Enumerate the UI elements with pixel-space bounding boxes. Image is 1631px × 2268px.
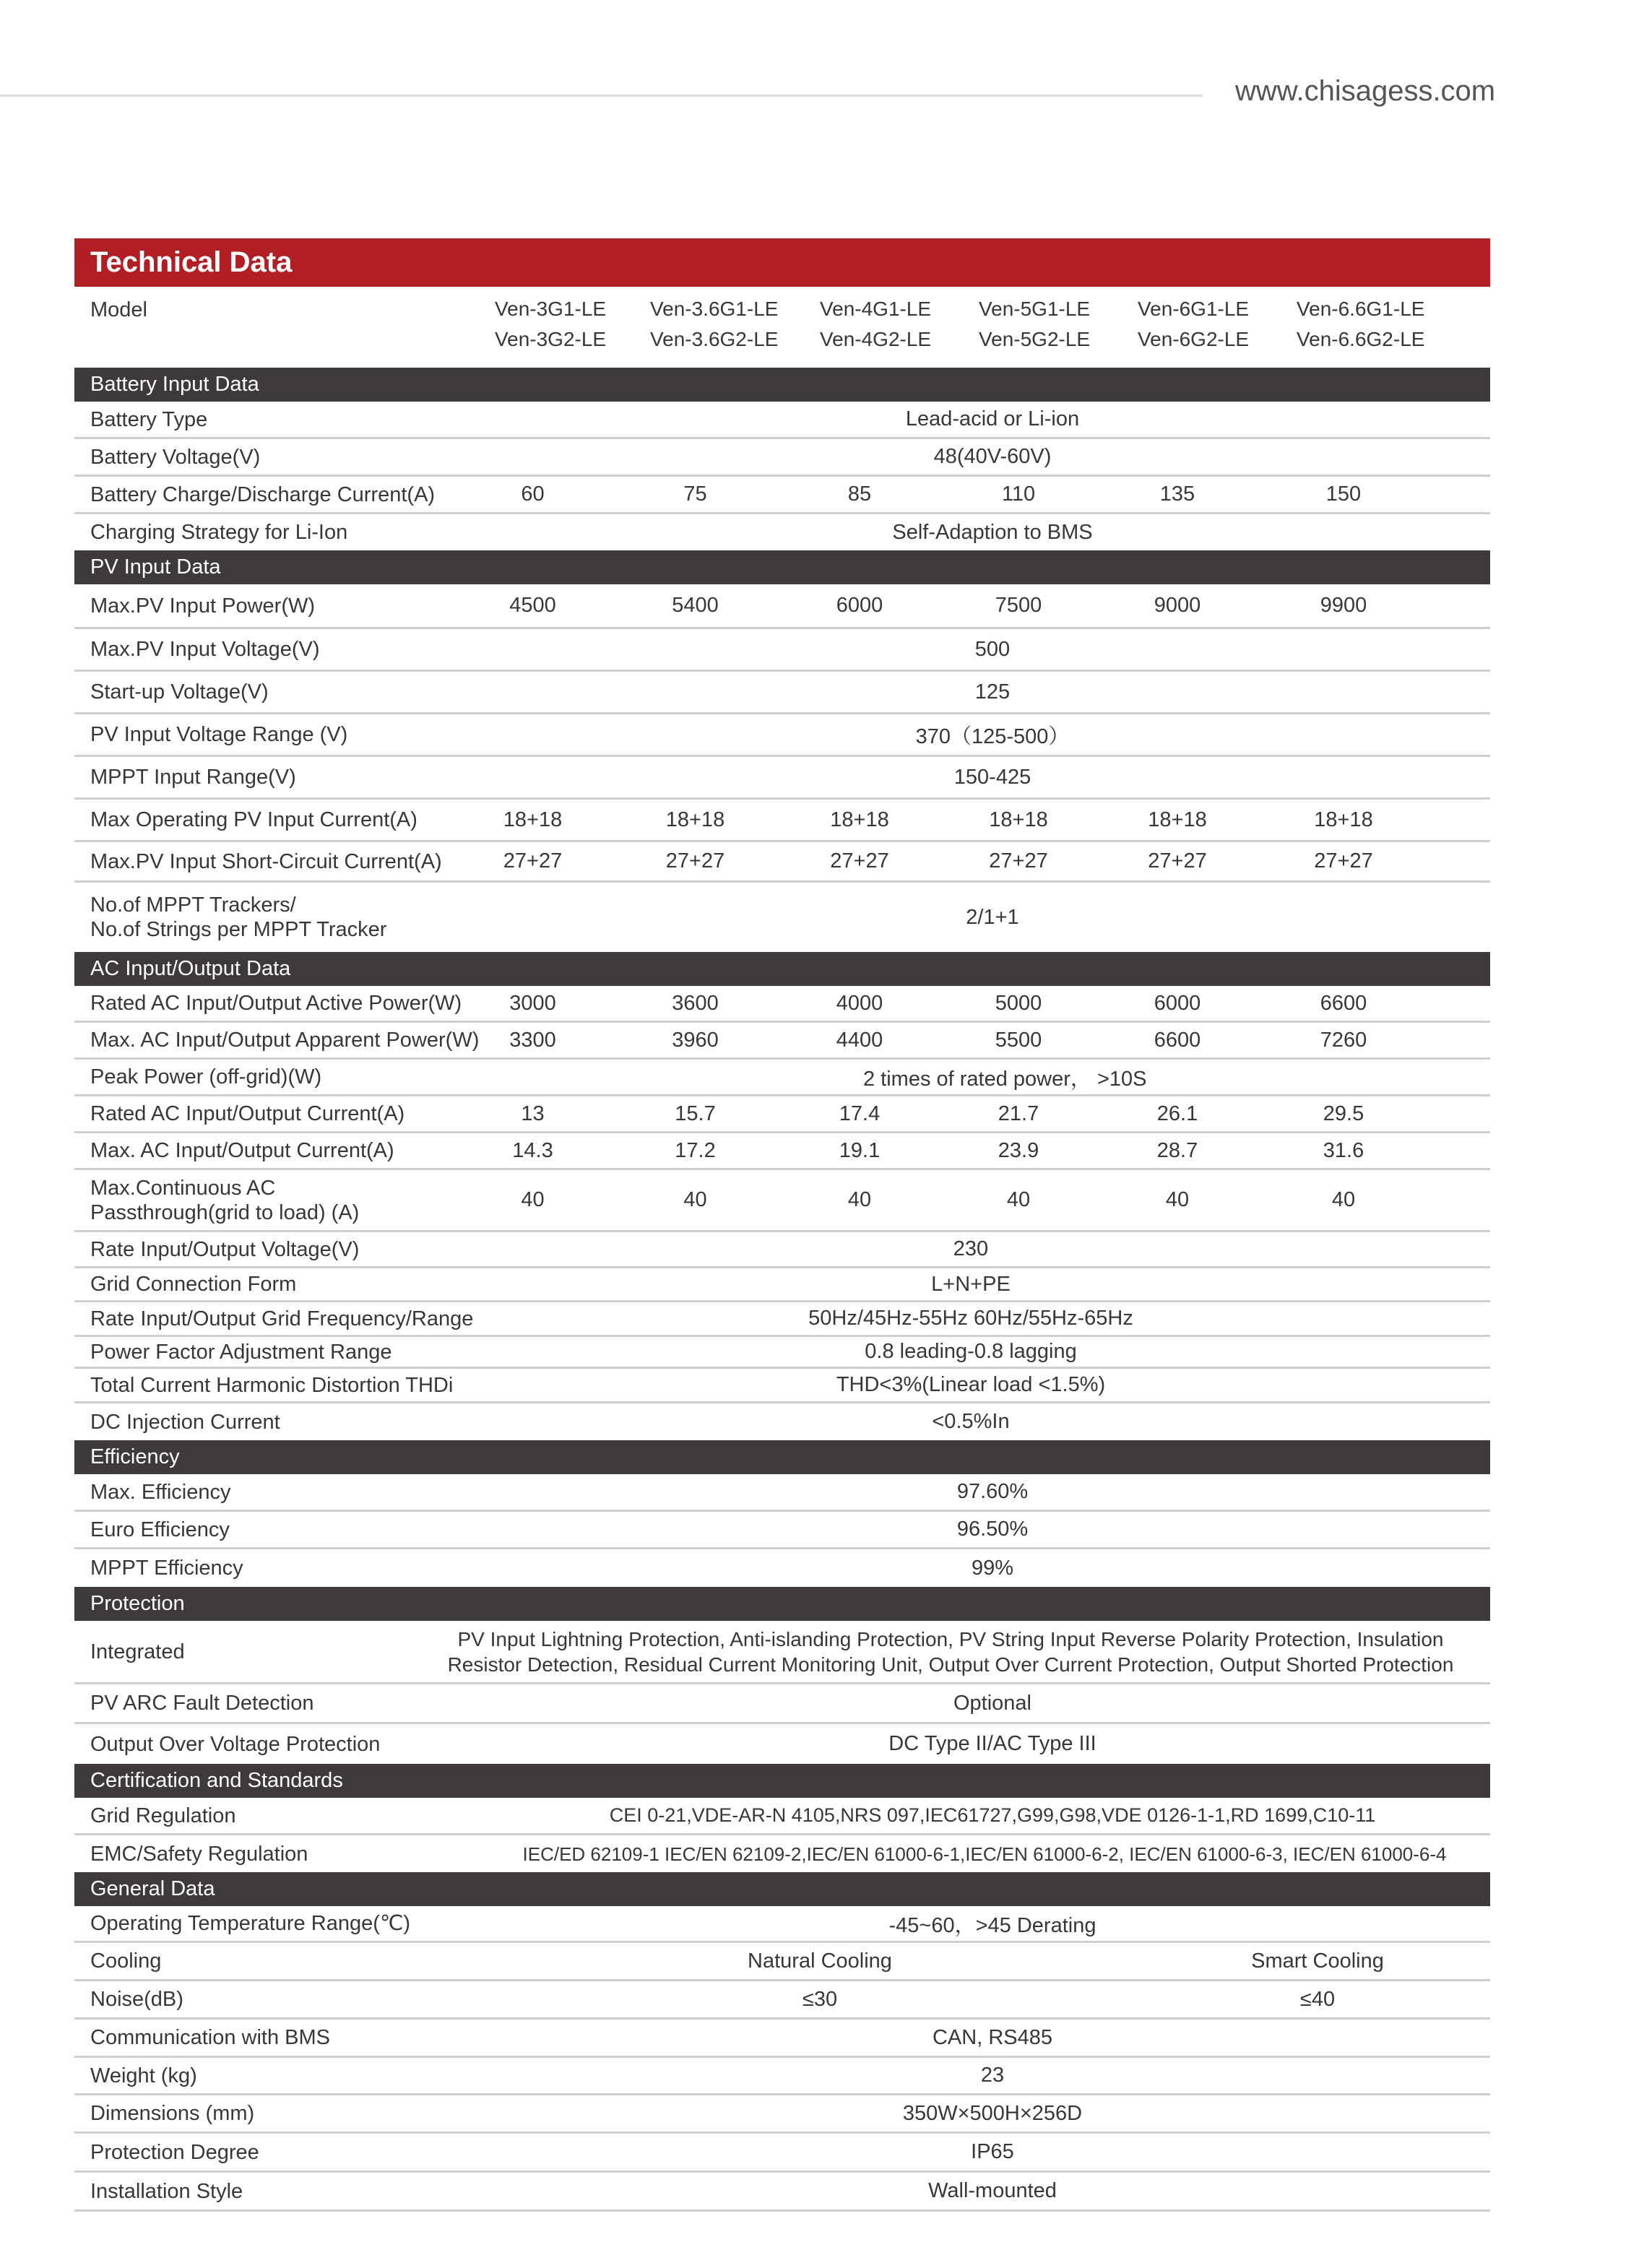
spec-value: 23.9 <box>998 1138 1039 1162</box>
spec-value: 13 <box>521 1101 545 1125</box>
spec-row-battery-charge-current <box>74 477 1490 514</box>
spec-label-line: Passthrough(grid to load) (A) <box>90 1200 360 1224</box>
spec-label: Power Factor Adjustment Range <box>90 1340 392 1364</box>
spec-value: 5500 <box>995 1028 1042 1052</box>
spec-row-charging-strategy <box>74 514 1490 550</box>
spec-value: DC Type II/AC Type III <box>888 1732 1096 1755</box>
spec-value: 18+18 <box>665 808 725 831</box>
spec-values <box>495 849 1490 873</box>
spec-value: 110 <box>1001 482 1036 506</box>
section-general: General Data <box>74 1872 1490 1906</box>
spec-label: Total Current Harmonic Distortion THDi <box>90 1373 454 1397</box>
spec-value: Natural Cooling <box>748 1949 892 1973</box>
spec-value: ≤30 <box>802 1987 838 2011</box>
spec-label: Rated AC Input/Output Active Power(W) <box>90 992 462 1015</box>
section-ac-input-output: AC Input/Output Data <box>74 952 1490 986</box>
spec-value: -45~60，>45 Derating <box>888 1913 1096 1937</box>
spec-label: PV ARC Fault Detection <box>90 1692 314 1715</box>
spec-value: <0.5%In <box>932 1410 1010 1433</box>
spec-label: Weight (kg) <box>90 2064 197 2087</box>
spec-value: 150 <box>1325 482 1362 506</box>
section-certification: Certification and Standards <box>74 1764 1490 1798</box>
model-label: Model <box>90 298 147 321</box>
spec-value: CAN, RS485 <box>932 2025 1052 2049</box>
spec-label: Battery Voltage(V) <box>90 445 261 469</box>
spec-value: 5000 <box>995 991 1042 1015</box>
model-name: Ven-6G1-LE <box>1138 298 1250 320</box>
section-protection: Protection <box>74 1587 1490 1621</box>
spec-label: Max.PV Input Voltage(V) <box>90 638 320 661</box>
spec-values <box>495 808 1490 832</box>
spec-value: 27+27 <box>989 849 1048 873</box>
spec-value: 27+27 <box>830 849 889 873</box>
spec-values <box>495 482 1490 506</box>
spec-value: 21.7 <box>998 1101 1039 1125</box>
spec-value: 135 <box>1159 482 1195 506</box>
model-name: Ven-3.6G1-LE <box>650 298 779 320</box>
spec-value: 4500 <box>509 594 556 617</box>
spec-value: ≤40 <box>1299 1987 1336 2011</box>
spec-value: 18+18 <box>1148 808 1207 831</box>
spec-value: 125 <box>974 680 1011 704</box>
spec-value: 27+27 <box>503 849 563 873</box>
section-battery-input: Battery Input Data <box>74 368 1490 402</box>
spec-row-startup-voltage <box>74 672 1490 714</box>
spec-value: 3000 <box>509 991 556 1015</box>
spec-value: 3300 <box>509 1028 556 1052</box>
spec-row-communication <box>74 2020 1490 2058</box>
spec-value: Wall-mounted <box>928 2179 1057 2202</box>
spec-label: Rate Input/Output Grid Frequency/Range <box>90 1307 474 1330</box>
spec-values <box>495 992 1490 1016</box>
spec-value: 350W×500H×256D <box>902 2101 1083 2125</box>
spec-label: Grid Connection Form <box>90 1273 297 1296</box>
spec-value: 27+27 <box>1314 849 1373 873</box>
technical-data-sheet <box>74 238 1490 2212</box>
spec-value: 75 <box>683 482 707 506</box>
spec-value: 2 times of rated power， >10S <box>863 1067 1147 1091</box>
spec-values <box>495 1949 1490 1973</box>
spec-value <box>421 1627 1490 1677</box>
spec-label: Battery Type <box>90 407 208 431</box>
spec-row-apparent-power <box>74 1023 1490 1060</box>
spec-value: 370（125-500） <box>915 724 1070 748</box>
spec-value: L+N+PE <box>931 1272 1011 1296</box>
spec-label: PV Input Voltage Range (V) <box>90 723 348 746</box>
spec-value: 3960 <box>672 1028 719 1052</box>
spec-label: Protection Degree <box>90 2140 259 2164</box>
spec-label: Output Over Voltage Protection <box>90 1732 381 1756</box>
spec-row-grid-regulation <box>74 1798 1490 1835</box>
spec-value: 18+18 <box>503 808 563 831</box>
spec-values <box>495 1139 1490 1163</box>
spec-row-mppt-efficiency <box>74 1549 1490 1587</box>
model-name: Ven-5G1-LE <box>979 298 1091 320</box>
spec-row-weight <box>74 2058 1490 2095</box>
spec-row-peak-power <box>74 1060 1490 1096</box>
spec-row-battery-voltage <box>74 439 1490 477</box>
spec-value: 40 <box>1165 1188 1190 1211</box>
spec-value: 4000 <box>836 991 883 1015</box>
spec-value: 6000 <box>836 594 883 617</box>
spec-row-grid-form <box>74 1268 1490 1302</box>
spec-row-dc-injection <box>74 1403 1490 1440</box>
spec-row-cooling <box>74 1943 1490 1981</box>
spec-value: 6600 <box>1154 1028 1201 1052</box>
spec-values <box>495 1188 1490 1212</box>
spec-value: Smart Cooling <box>1251 1949 1384 1973</box>
spec-row-noise <box>74 1981 1490 2020</box>
spec-label: Charging Strategy for Li-Ion <box>90 521 348 544</box>
spec-value: 18+18 <box>1314 808 1373 831</box>
spec-value: 15.7 <box>675 1101 716 1125</box>
spec-row-max-efficiency <box>74 1474 1490 1512</box>
spec-value: Self-Adaption to BMS <box>892 520 1093 544</box>
spec-row-passthrough <box>74 1170 1490 1232</box>
spec-label: Integrated <box>90 1640 185 1663</box>
spec-value: 29.5 <box>1323 1101 1364 1125</box>
spec-row-short-circuit-current <box>74 842 1490 883</box>
model-row <box>74 287 1490 368</box>
spec-label: Peak Power (off-grid)(W) <box>90 1065 322 1088</box>
model-name: Ven-5G2-LE <box>979 328 1091 350</box>
header-rule <box>0 95 1203 97</box>
page-title: Technical Data <box>74 238 1490 287</box>
spec-label: Max.PV Input Short-Circuit Current(A) <box>90 849 442 873</box>
spec-value: 27+27 <box>665 849 725 873</box>
spec-values <box>495 1988 1490 2012</box>
spec-value: 19.1 <box>839 1138 881 1162</box>
model-name: Ven-4G2-LE <box>820 328 932 350</box>
spec-value: 150-425 <box>953 765 1031 789</box>
spec-label: Installation Style <box>90 2179 243 2203</box>
spec-value: 40 <box>1331 1188 1356 1211</box>
spec-label: Max. Efficiency <box>90 1480 231 1504</box>
spec-value: 230 <box>953 1237 989 1260</box>
spec-row-over-voltage <box>74 1724 1490 1764</box>
model-column <box>1297 294 1470 355</box>
spec-row-mppt-trackers <box>74 883 1490 952</box>
spec-row-thdi <box>74 1369 1490 1403</box>
spec-value: 17.4 <box>839 1101 881 1125</box>
spec-value: 48(40V-60V) <box>933 445 1052 468</box>
spec-value: Lead-acid or Li-ion <box>905 407 1080 430</box>
spec-row-grid-frequency <box>74 1302 1490 1337</box>
spec-value: 40 <box>1006 1188 1031 1211</box>
spec-value: 9000 <box>1154 594 1201 617</box>
spec-value: 7500 <box>995 594 1042 617</box>
spec-label-line: Max.Continuous AC <box>90 1176 276 1200</box>
spec-row-pv-voltage-range <box>74 714 1490 757</box>
spec-value: 28.7 <box>1156 1138 1198 1162</box>
spec-row-emc-regulation <box>74 1835 1490 1872</box>
spec-label: MPPT Input Range(V) <box>90 766 296 789</box>
spec-row-euro-efficiency <box>74 1512 1490 1549</box>
spec-value: 17.2 <box>675 1138 716 1162</box>
spec-value-line: PV Input Lightning Protection, Anti-islanding Protection, PV String Input Reverse Polarity Protection, Insulation <box>457 1627 1444 1650</box>
spec-value: 40 <box>521 1188 545 1211</box>
spec-value: 2/1+1 <box>966 905 1019 929</box>
spec-row-protection-degree <box>74 2134 1490 2173</box>
spec-value: 50Hz/45Hz-55Hz 60Hz/55Hz-65Hz <box>808 1307 1133 1330</box>
spec-values <box>495 594 1490 618</box>
spec-value: 99% <box>971 1556 1014 1580</box>
spec-label: Communication with BMS <box>90 2026 330 2049</box>
spec-label: Operating Temperature Range(℃) <box>90 1912 411 1935</box>
spec-label <box>74 893 495 942</box>
spec-value: CEI 0-21,VDE-AR-N 4105,NRS 097,IEC61727,G99,G98,VDE 0126-1-1,RD 1699,C10-11 <box>609 1804 1376 1826</box>
spec-value: 6600 <box>1320 991 1367 1015</box>
spec-value: 0.8 leading-0.8 lagging <box>865 1340 1077 1363</box>
spec-row-battery-type <box>74 402 1490 439</box>
spec-row-max-current <box>74 1133 1490 1170</box>
spec-row-integrated-protection <box>74 1621 1490 1684</box>
spec-value: 3600 <box>672 991 719 1015</box>
spec-value: Optional <box>953 1691 1031 1715</box>
spec-value: 96.50% <box>956 1518 1029 1541</box>
spec-label: MPPT Efficiency <box>90 1557 243 1580</box>
spec-label: Max. AC Input/Output Apparent Power(W) <box>90 1029 480 1052</box>
spec-label: Euro Efficiency <box>90 1518 230 1541</box>
spec-label-line: No.of Strings per MPPT Tracker <box>90 918 387 941</box>
spec-row-max-pv-voltage <box>74 629 1490 672</box>
model-name: Ven-3.6G2-LE <box>650 328 779 350</box>
spec-row-installation <box>74 2173 1490 2212</box>
model-name: Ven-6.6G2-LE <box>1297 328 1425 350</box>
spec-value: 23 <box>980 2064 1005 2087</box>
spec-value: 26.1 <box>1156 1101 1198 1125</box>
spec-value: 27+27 <box>1148 849 1207 873</box>
spec-label: Start-up Voltage(V) <box>90 680 269 704</box>
spec-value: 9900 <box>1320 594 1367 617</box>
spec-label <box>74 1176 495 1225</box>
spec-value: 7260 <box>1320 1028 1367 1052</box>
spec-value: 31.6 <box>1323 1138 1364 1162</box>
spec-value: 40 <box>683 1188 707 1211</box>
spec-value: THD<3%(Linear load <1.5%) <box>836 1373 1106 1396</box>
model-column <box>1138 294 1297 355</box>
spec-label: Cooling <box>90 1949 162 1973</box>
spec-value: 60 <box>521 482 545 506</box>
spec-value: 6000 <box>1154 991 1201 1015</box>
spec-value: 18+18 <box>989 808 1048 831</box>
spec-value: 85 <box>847 482 872 506</box>
spec-row-active-power <box>74 986 1490 1023</box>
model-name: Ven-3G1-LE <box>495 298 607 320</box>
model-name: Ven-4G1-LE <box>820 298 932 320</box>
spec-label-line: No.of MPPT Trackers/ <box>90 893 296 917</box>
spec-value: 4400 <box>836 1028 883 1052</box>
website-url: www.chisagess.com <box>1235 75 1496 107</box>
spec-row-power-factor <box>74 1337 1490 1369</box>
spec-row-max-pv-power <box>74 584 1490 629</box>
model-name: Ven-6.6G1-LE <box>1297 298 1425 320</box>
model-columns <box>495 294 1470 355</box>
spec-value: 5400 <box>672 594 719 617</box>
model-column <box>650 294 820 355</box>
spec-value: IP65 <box>971 2140 1014 2163</box>
spec-row-arc-fault <box>74 1684 1490 1724</box>
spec-label: EMC/Safety Regulation <box>90 1842 308 1866</box>
spec-label: Max. AC Input/Output Current(A) <box>90 1139 394 1162</box>
spec-value: 500 <box>974 637 1011 661</box>
model-name: Ven-3G2-LE <box>495 328 607 350</box>
spec-row-rate-voltage <box>74 1232 1490 1268</box>
spec-label: Battery Charge/Discharge Current(A) <box>90 482 436 506</box>
spec-row-mppt-range <box>74 757 1490 800</box>
spec-value: IEC/ED 62109-1 IEC/EN 62109-2,IEC/EN 61000-6-1,IEC/EN 61000-6-2, IEC/EN 61000-6-3, IEC/EN 61000-6-4 <box>522 1843 1447 1865</box>
spec-row-rated-current <box>74 1096 1490 1133</box>
spec-label: Max Operating PV Input Current(A) <box>90 808 418 831</box>
spec-label: DC Injection Current <box>90 1410 280 1434</box>
spec-value: 18+18 <box>830 808 889 831</box>
spec-label: Rated AC Input/Output Current(A) <box>90 1102 405 1125</box>
spec-row-operating-temperature <box>74 1906 1490 1943</box>
model-column <box>820 294 979 355</box>
spec-label: Dimensions (mm) <box>90 2102 255 2125</box>
spec-value-line: Resistor Detection, Residual Current Monitoring Unit, Output Over Current Protection, Output Shorted Protection <box>447 1653 1454 1676</box>
spec-label: Max.PV Input Power(W) <box>90 594 316 618</box>
spec-value: 14.3 <box>512 1138 553 1162</box>
model-column <box>979 294 1138 355</box>
spec-label: Grid Regulation <box>90 1804 236 1827</box>
spec-value: 40 <box>847 1188 872 1211</box>
spec-value: 97.60% <box>956 1480 1029 1503</box>
spec-values <box>495 1102 1490 1126</box>
section-efficiency: Efficiency <box>74 1440 1490 1474</box>
model-column <box>495 294 650 355</box>
spec-row-operating-current <box>74 800 1490 842</box>
spec-values <box>495 1029 1490 1052</box>
model-name: Ven-6G2-LE <box>1138 328 1250 350</box>
spec-label: Noise(dB) <box>90 1988 183 2011</box>
section-pv-input: PV Input Data <box>74 550 1490 584</box>
spec-label: Rate Input/Output Voltage(V) <box>90 1237 360 1261</box>
spec-row-dimensions <box>74 2095 1490 2134</box>
